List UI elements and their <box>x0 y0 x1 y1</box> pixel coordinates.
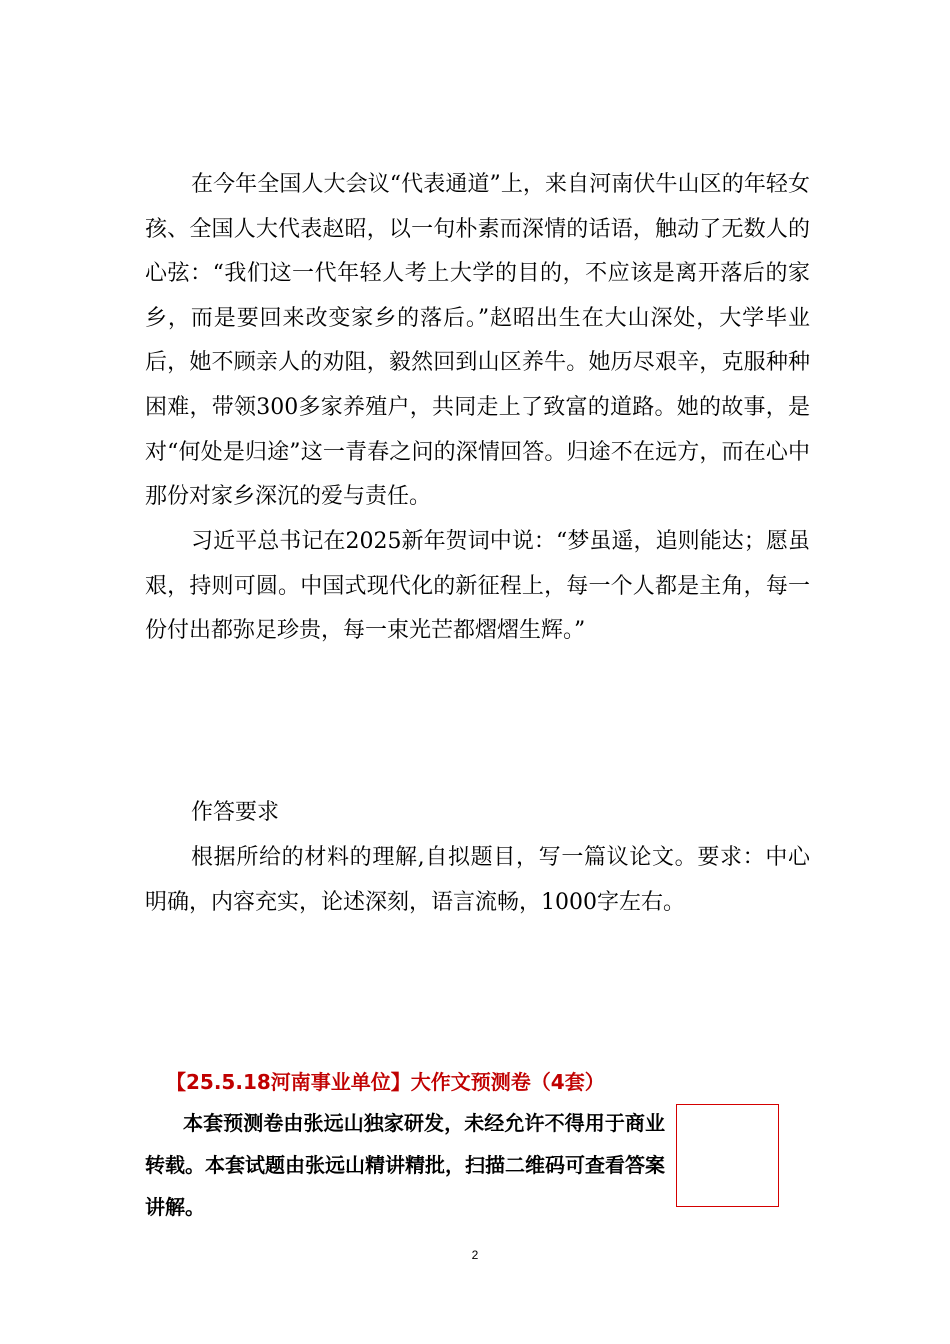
qr-code-placeholder <box>676 1104 779 1207</box>
promo-title: 【25.5.18河南事业单位】大作文预测卷（4套） <box>166 1070 605 1094</box>
page-number: 2 <box>471 1248 479 1262</box>
material-paragraph-2: 习近平总书记在2025新年贺词中说：“梦虽遥，追则能达；愿虽艰，持则可圆。中国式现代化的新征程上，每一个人都是主角，每一份付出都弥足珍贵，每一束光芒都熠熠生辉。” <box>145 529 810 644</box>
requirements-title: 作答要求 <box>191 800 280 825</box>
promo-body: 本套预测卷由张远山独家研发，未经允许不得用于商业转载。本套试题由张远山精讲精批，扫描二维码可查看答案讲解。 <box>145 1111 665 1219</box>
material-paragraph-1: 在今年全国人大会议“代表通道”上，来自河南伏牛山区的年轻女孩、全国人大代表赵昭，以一句朴素而深情的话语，触动了无数人的心弦：“我们这一代年轻人考上大学的目的，不应该是离开落后的家乡，而是要回来改变家乡的落后。”赵昭出生在大山深处，大学毕业后，她不顾亲人的劝阻，毅然回到山区养牛。她历尽艰辛，克服种种困难，带领300多家养殖户，共同走上了致富的道路。她的故事，是对“何处是归途”这一青春之问的深情回答。归途不在远方，而在心中那份对家乡深沉的爱与责任。 <box>145 172 810 510</box>
requirements-text: 根据所给的材料的理解,自拟题目，写一篇议论文。要求：中心明确，内容充实，论述深刻，语言流畅，1000字左右。 <box>145 845 810 915</box>
